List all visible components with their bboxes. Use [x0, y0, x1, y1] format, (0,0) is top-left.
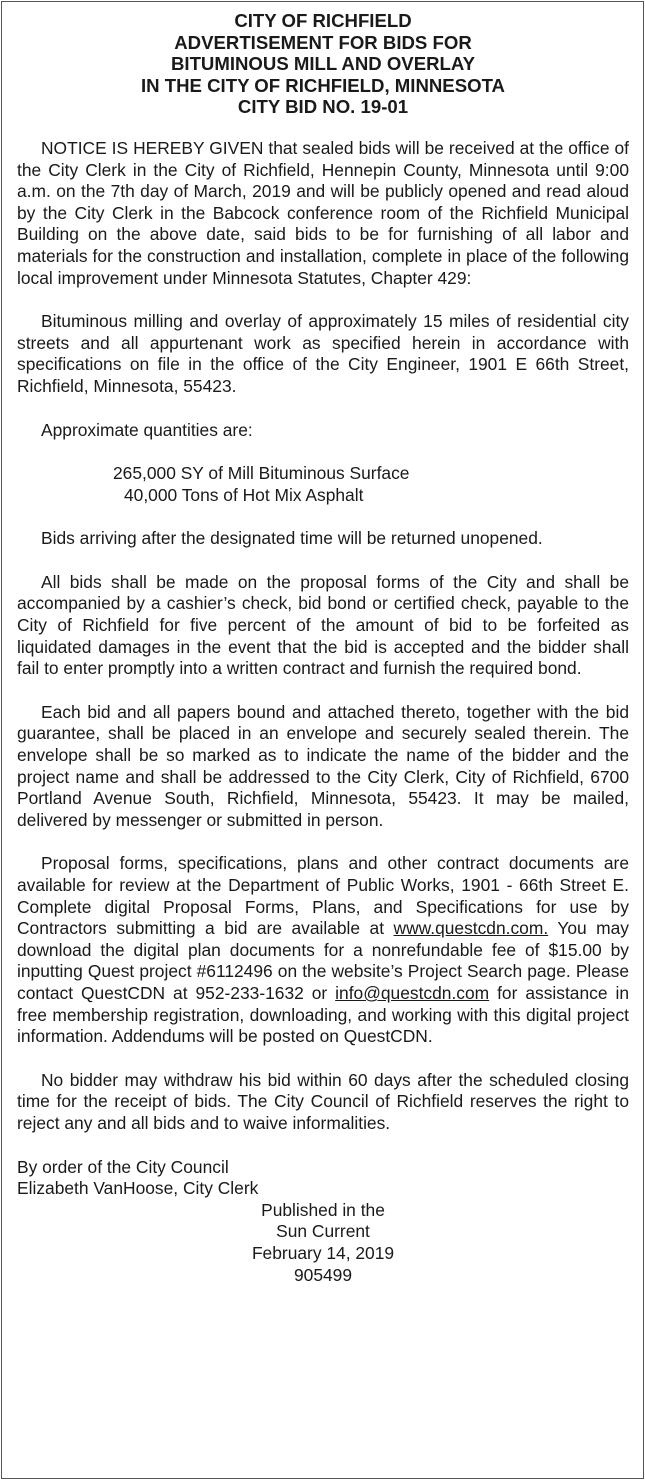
publication-line-1: Published in the — [261, 1199, 385, 1220]
legal-notice — [1, 1, 644, 1479]
paragraph-late-bids: Bids arriving after the designated time will be returned unopened. — [41, 528, 543, 549]
publication-date: February 14, 2019 — [251, 1242, 395, 1263]
paragraph-bid-security: All bids shall be made on the proposal forms of the City and shall be accompanied by a cashier’s check, bid bond or certified check, payable to the City of Richfield for five percent of the amount of bid to be forfeited as liquidated damages in the event that the bid is accepted and the bidder shall fail to enter promptly into a written contract and furnish the required bond. — [17, 571, 629, 679]
documents-text-b: You may download the digital plan documents for a nonrefundable fee of $15.00 by inputting Quest project #6112496 on the website’s Project Search page. Please contact QuestCDN at 952-233-1632 or — [17, 918, 629, 1003]
publication-line-2: Sun Current — [276, 1221, 370, 1242]
paragraph-scope: Bituminous milling and overlay of approximately 15 miles of residential city streets and all appurtenant work as specified herein in accordance with specifications on file in the office of the City Engineer, 1901 E 66th Street, Richfield, Minnesota, 55423. — [17, 311, 629, 396]
header-line-5: CITY BID NO. 19-01 — [237, 96, 409, 118]
paragraph-quantities-intro: Approximate quantities are: — [41, 419, 253, 440]
signature-line-2: Elizabeth VanHoose, City Clerk — [17, 1178, 259, 1199]
signature-block — [17, 1157, 629, 1200]
notice-header — [17, 10, 629, 118]
header-line-3: BITUMINOUS MILL AND OVERLAY — [170, 53, 476, 75]
paragraph-submission: Each bid and all papers bound and attached thereto, together with the bid guarantee, shall be placed in an envelope and securely sealed therein. The envelope shall be so marked as to indicate the name of the bidder and the project name and shall be addressed to the City Clerk, City of Richfield, 6700 Portland Avenue South, Richfield, Minnesota, 55423. It may be mailed, delivered by messenger or submitted in person. — [17, 701, 629, 830]
paragraph-notice: NOTICE IS HEREBY GIVEN that sealed bids will be received at the office of the City Clerk in the City of Richfield, Hennepin County, Minnesota until 9:00 a.m. on the 7th day of March, 2019 and will be publicly opened and read aloud by the City Clerk in the Babcock conference room of the Richfield Municipal Building on the above date, said bids to be for furnishing of all labor and materials for the construction and installation, complete in place of the following local improvement under Minnesota Statutes, Chapter 429: — [17, 137, 629, 288]
header-line-4: IN THE CITY OF RICHFIELD, MINNESOTA — [141, 74, 505, 96]
paragraph-documents — [17, 853, 629, 1047]
header-line-2: ADVERTISEMENT FOR BIDS FOR — [174, 31, 472, 53]
publication-id: 905499 — [293, 1264, 353, 1285]
documents-text-a: Proposal forms, specifications, plans and other contract documents are available for review at the Department of Public Works, 1901 - 66th Street E. Complete digital Proposal Forms, Plans, and Specifications for use by Contractors submitting a bid are available at — [17, 853, 629, 939]
questcdn-website-link[interactable]: www.questcdn.com. — [393, 918, 549, 939]
quantities-list — [113, 463, 629, 506]
header-line-1: CITY OF RICHFIELD — [234, 10, 412, 31]
signature-line-1: By order of the City Council — [17, 1156, 229, 1177]
quantity-item-mill: 265,000 SY of Mill Bituminous Surface — [113, 463, 410, 484]
questcdn-email-link[interactable]: info@questcdn.com — [335, 982, 490, 1003]
quantity-item-asphalt: 40,000 Tons of Hot Mix Asphalt — [124, 484, 364, 505]
publication-block — [17, 1200, 629, 1286]
paragraph-withdrawal: No bidder may withdraw his bid within 60 days after the scheduled closing time for the receipt of bids. The City Council of Richfield reserves the right to reject any and all bids and to waive informalities. — [17, 1069, 629, 1133]
documents-text-c: for assistance in free membership registration, downloading, and working with this digital project information. Addendums will be posted on QuestCDN. — [17, 982, 629, 1047]
